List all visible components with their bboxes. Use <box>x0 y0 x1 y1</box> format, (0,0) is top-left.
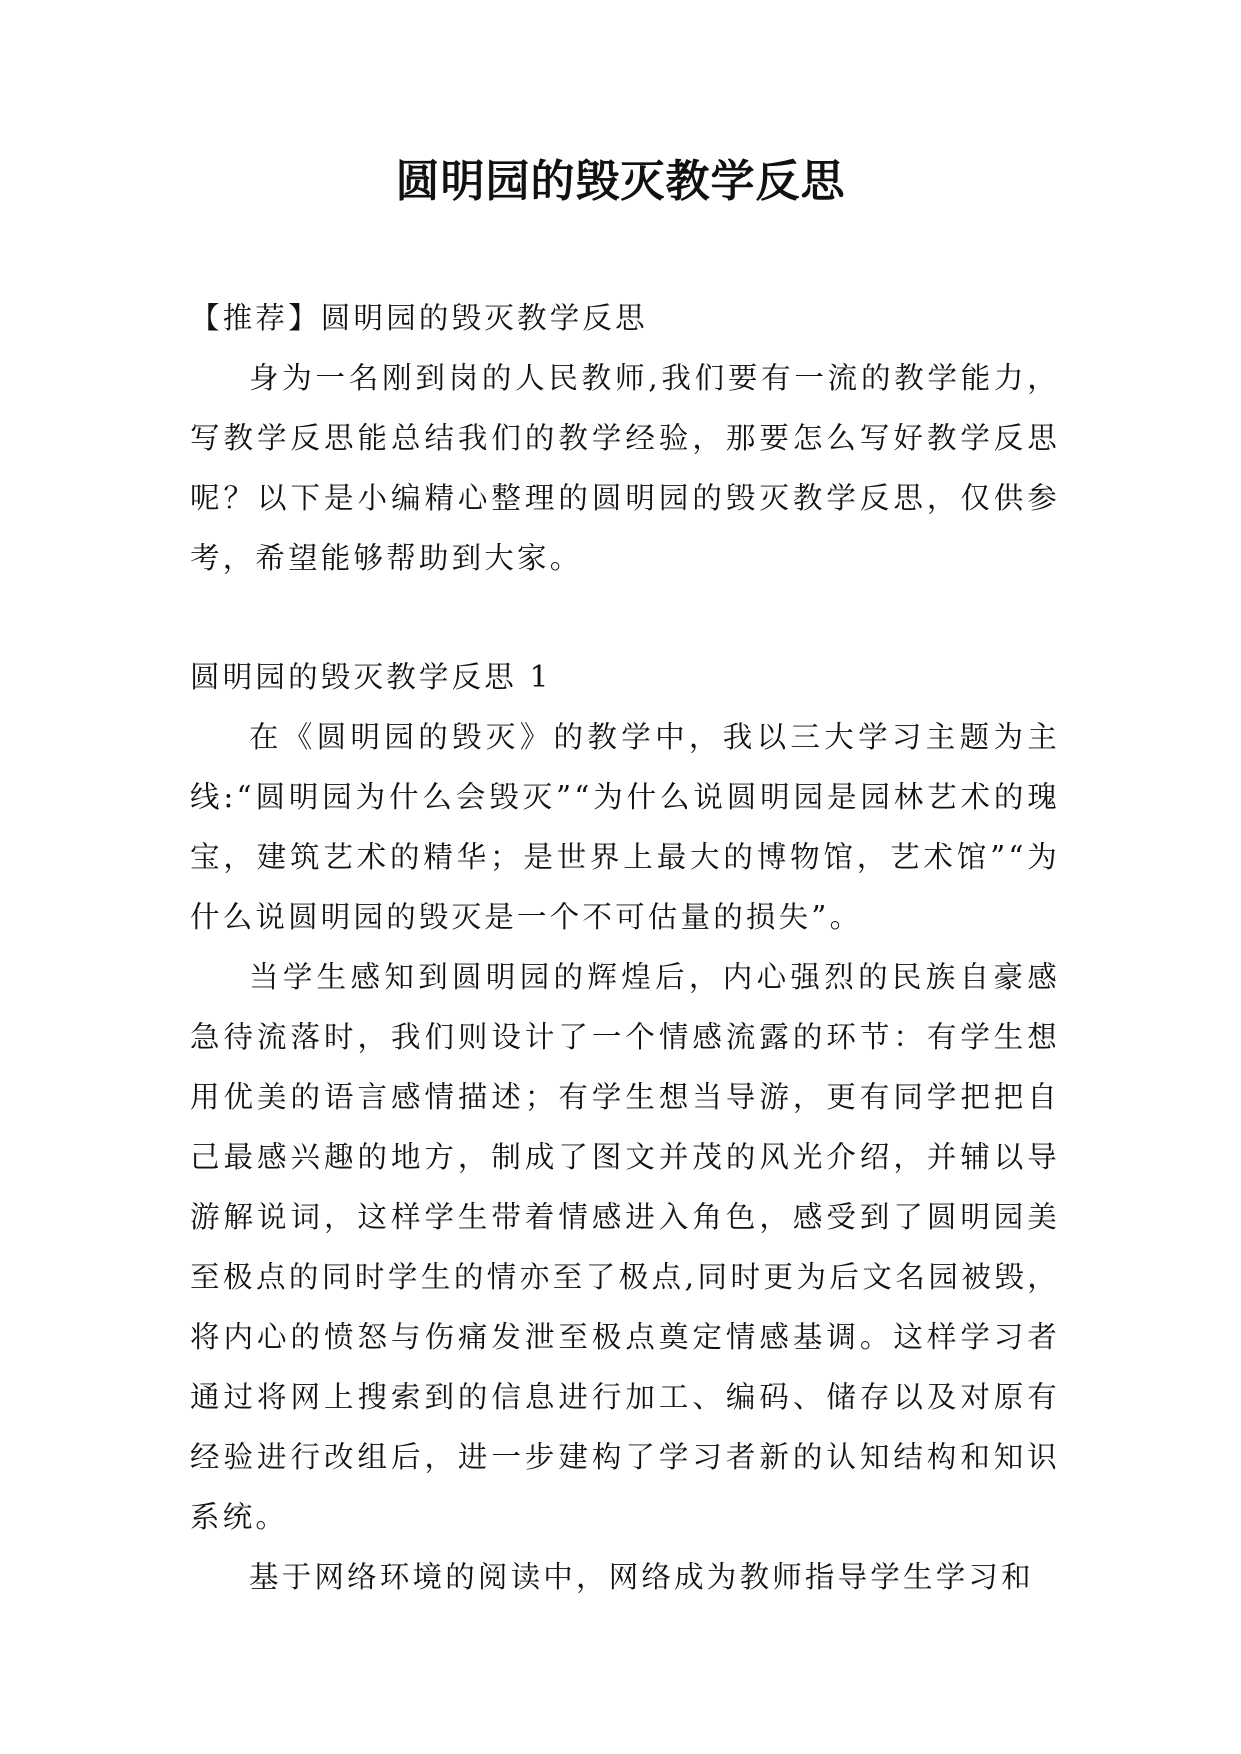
section-spacer <box>190 588 1060 647</box>
section-heading: 圆明园的毁灭教学反思 1 <box>190 660 552 694</box>
intro-paragraph: 身为一名刚到岗的人民教师,我们要有一流的教学能力，写教学反思能总结我们的教学经验，那要怎么写好教学反思呢？以下是小编精心整理的圆明园的毁灭教学反思，仅供参考，希望能够帮助到大家。 <box>190 361 1060 575</box>
document-body <box>190 288 1060 1607</box>
document-title: 圆明园的毁灭教学反思 <box>395 156 846 207</box>
body-paragraph: 当学生感知到圆明园的辉煌后，内心强烈的民族自豪感急待流落时，我们则设计了一个情感流露的环节：有学生想用优美的语言感情描述；有学生想当导游，更有同学把把自己最感兴趣的地方，制成了图文并茂的风光介绍，并辅以导游解说词，这样学生带着情感进入角色，感受到了圆明园美至极点的同时学生的情亦至了极点,同时更为后文名园被毁，将内心的愤怒与伤痛发泄至极点奠定情感基调。这样学习者通过将网上搜索到的信息进行加工、编码、储存以及对原有经验进行改组后，进一步建构了学习者新的认知结构和知识系统。 <box>190 960 1060 1534</box>
body-paragraph: 在《圆明园的毁灭》的教学中，我以三大学习主题为主线:“圆明园为什么会毁灭”“为什么说圆明园是园林艺术的瑰宝，建筑艺术的精华；是世界上最大的博物馆，艺术馆”“为什么说圆明园的毁灭是一个不可估量的损失”。 <box>190 720 1060 934</box>
intro-heading: 【推荐】圆明园的毁灭教学反思 <box>190 301 648 335</box>
body-paragraph: 基于网络环境的阅读中，网络成为教师指导学生学习和 <box>249 1560 1034 1594</box>
